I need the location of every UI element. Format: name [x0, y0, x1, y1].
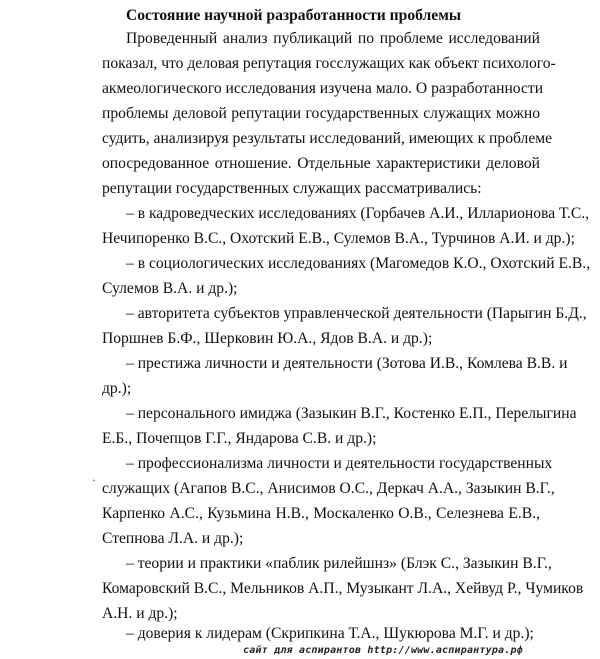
paragraph-line: показал, что деловая репутация госслужащих как объект психолого- — [102, 55, 556, 72]
list-item-line: – профессионализма личности и деятельности государственных — [126, 455, 553, 472]
scan-speck: ` — [92, 477, 96, 491]
list-item-line: Комаровский В.С., Мельников А.П., Музыкант Л.А., Хейвуд Р., Чумиков — [102, 580, 584, 597]
list-item-line: Степнова Л.А. и др.); — [102, 530, 244, 547]
list-item-line: Нечипоренко В.С., Охотский Е.В., Сулемов В.А., Турчинов А.И. и др.); — [102, 230, 575, 247]
list-item-line: – доверия к лидерам (Скрипкина Т.А., Шукюрова М.Г. и др.); — [126, 625, 534, 642]
section-heading: Состояние научной разработанности проблемы — [126, 7, 461, 24]
list-item-line: Поршнев Б.Ф., Шерковин Ю.А., Ядов В.А. и др.); — [102, 330, 433, 347]
list-item-line: служащих (Агапов В.С., Анисимов О.С., Деркач А.А., Зазыкин В.Г., — [102, 480, 555, 497]
paragraph-line: репутации государственных служащих рассматривались: — [102, 180, 482, 197]
paragraph-line: акмеологического исследования изучена мало. О разработанности — [102, 80, 544, 97]
paragraph-line: опосредованное отношение. Отдельные характеристики деловой — [102, 155, 540, 172]
list-item-line: – престижа личности и деятельности (Зотова И.В., Комлева В.В. и — [126, 355, 568, 372]
list-item-line: Е.Б., Почепцов Г.Г., Яндарова С.В. и др.); — [102, 430, 377, 447]
site-watermark: сайт для аспирантов http://www.аспирантура.рф — [243, 645, 523, 656]
list-item-line: др.); — [102, 380, 132, 397]
paragraph-line: проблемы деловой репутации государственных служащих можно — [102, 105, 540, 122]
paragraph-line: Проведенный анализ публикаций по проблеме исследований — [126, 30, 540, 47]
list-item-line: – теории и практики «паблик рилейшнз» (Блэк С., Зазыкин В.Г., — [126, 555, 552, 572]
list-item-line: – в социологических исследованиях (Магомедов К.О., Охотский Е.В., — [126, 255, 591, 272]
list-item-line: А.Н. и др.); — [102, 605, 178, 622]
list-item-line: Сулемов В.А. и др.); — [102, 280, 238, 297]
paragraph-line: судить, анализируя результаты исследований, имеющих к проблеме — [102, 130, 553, 147]
list-item-line: Карпенко А.С., Кузьмина Н.В., Москаленко О.В., Селезнева Е.В., — [102, 505, 540, 522]
list-item-line: – авторитета субъектов управленческой деятельности (Парыгин Б.Д., — [126, 305, 587, 322]
list-item-line: – персонального имиджа (Зазыкин В.Г., Костенко Е.П., Перелыгина — [126, 405, 577, 422]
list-item-line: – в кадроведческих исследованиях (Горбачев А.И., Илларионова Т.С., — [126, 205, 590, 222]
